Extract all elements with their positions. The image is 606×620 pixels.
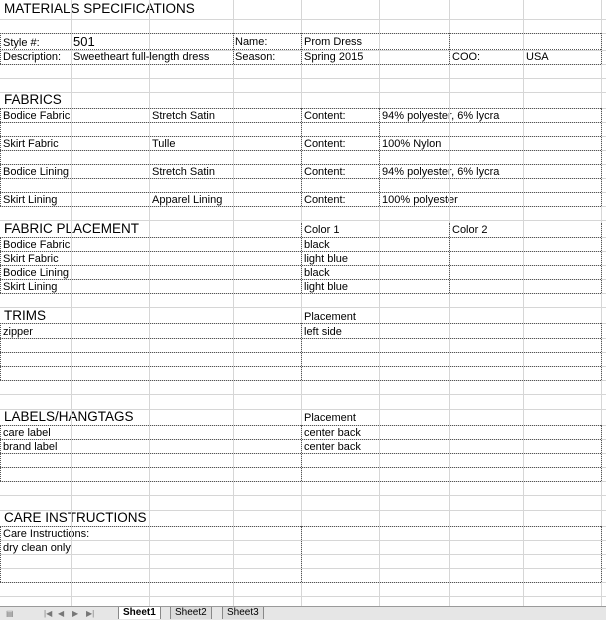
placement-color[interactable]: light blue: [304, 253, 349, 265]
grid-column-line: [601, 0, 602, 606]
style-label[interactable]: Style #:: [3, 37, 40, 49]
grid-column-line: [71, 0, 72, 606]
grid-row-line: [0, 50, 606, 51]
grid-row-line: [0, 568, 606, 569]
fabrics-heading[interactable]: FABRICS: [4, 92, 62, 107]
grid-row-line: [0, 307, 606, 308]
cell-border: [301, 223, 302, 293]
fabric-content-label[interactable]: Content:: [304, 166, 346, 178]
cell-border: [0, 33, 1, 64]
description-label[interactable]: Description:: [3, 51, 62, 63]
cell-border: [449, 33, 450, 64]
first-sheet-icon[interactable]: |◀: [44, 609, 53, 618]
trims-placement-label[interactable]: Placement: [304, 311, 356, 323]
sheet-tab-bar: [0, 606, 606, 620]
cell-border: [0, 323, 1, 380]
grid-column-line: [379, 0, 380, 606]
cell-border: [0, 108, 1, 206]
fabric-part[interactable]: Bodice Lining: [3, 166, 70, 178]
cell-border: [301, 33, 302, 64]
cell-border: [379, 108, 380, 206]
grid-row-line: [0, 78, 606, 79]
label-item[interactable]: care label: [3, 427, 51, 439]
name-value[interactable]: Prom Dress: [304, 36, 363, 48]
fabric-material[interactable]: Apparel Lining: [152, 194, 223, 206]
fabric-part[interactable]: Skirt Fabric: [3, 138, 59, 150]
cell-border: [0, 582, 601, 583]
fabric-content-label[interactable]: Content:: [304, 110, 346, 122]
cell-border: [601, 223, 602, 293]
trim-placement[interactable]: left side: [304, 326, 342, 338]
grid-row-line: [0, 19, 606, 20]
season-label[interactable]: Season:: [235, 51, 276, 63]
name-label[interactable]: Name:: [235, 36, 268, 48]
sheet-tab-1[interactable]: Sheet1: [118, 607, 161, 619]
fabric-material[interactable]: Tulle: [152, 138, 176, 150]
labels-heading[interactable]: LABELS/HANGTAGS: [4, 409, 134, 424]
fabric-material[interactable]: Stretch Satin: [152, 166, 215, 178]
cell-border: [0, 293, 601, 294]
placement-color[interactable]: black: [304, 267, 330, 279]
grid-row-line: [0, 554, 606, 555]
label-placement[interactable]: center back: [304, 441, 361, 453]
care-value[interactable]: dry clean only: [3, 542, 71, 554]
coo-value[interactable]: USA: [526, 51, 549, 63]
fabric-content[interactable]: 100% Nylon: [382, 138, 442, 150]
fabric-content-label[interactable]: Content:: [304, 194, 346, 206]
coo-label[interactable]: COO:: [452, 51, 481, 63]
fabric-part[interactable]: Skirt Lining: [3, 194, 58, 206]
description-value[interactable]: Sweetheart full-length dress: [73, 51, 210, 63]
placement-part[interactable]: Skirt Fabric: [3, 253, 59, 265]
grid-row-line: [0, 540, 606, 541]
cell-border: [601, 108, 602, 206]
trims-heading[interactable]: TRIMS: [4, 308, 46, 323]
cell-border: [233, 33, 234, 64]
placement-part[interactable]: Bodice Lining: [3, 267, 70, 279]
cell-border: [0, 237, 1, 293]
grid-column-line: [523, 0, 524, 606]
sheet-tab-2[interactable]: Sheet2: [170, 607, 212, 619]
grid-column-line: [149, 0, 150, 606]
grid-row-line: [0, 596, 606, 597]
cell-border: [0, 481, 601, 482]
cell-border: [0, 64, 601, 65]
cell-border: [301, 526, 302, 582]
cell-border: [601, 323, 602, 380]
grid-column-line: [301, 0, 302, 606]
color2-label[interactable]: Color 2: [452, 224, 488, 236]
cell-border: [301, 108, 302, 206]
care-label[interactable]: Care Instructions:: [3, 528, 90, 540]
next-sheet-icon[interactable]: ▶: [72, 609, 79, 618]
style-value[interactable]: 501: [73, 34, 95, 49]
fabric-material[interactable]: Stretch Satin: [152, 110, 215, 122]
fabric-placement-heading[interactable]: FABRIC PLACEMENT: [4, 221, 140, 236]
trim-item[interactable]: zipper: [3, 326, 33, 338]
cell-border: [601, 425, 602, 481]
cell-border: [301, 425, 302, 481]
fabric-content[interactable]: 100% polyester: [382, 194, 458, 206]
grid-row-line: [0, 220, 606, 221]
grid-row-line: [0, 394, 606, 395]
color1-label[interactable]: Color 1: [304, 224, 340, 236]
care-heading[interactable]: CARE INSTRUCTIONS: [4, 510, 147, 525]
grid-row-line: [0, 495, 606, 496]
grid-row-line: [0, 409, 606, 410]
season-value[interactable]: Spring 2015: [304, 51, 364, 63]
label-item[interactable]: brand label: [3, 441, 58, 453]
placement-part[interactable]: Skirt Lining: [3, 281, 58, 293]
fabric-part[interactable]: Bodice Fabric: [3, 110, 71, 122]
split-handle-icon[interactable]: ▤: [6, 609, 14, 618]
fabric-content-label[interactable]: Content:: [304, 138, 346, 150]
cell-border: [301, 323, 302, 380]
cell-border: [0, 526, 1, 582]
placement-color[interactable]: light blue: [304, 281, 349, 293]
grid-column-line: [449, 0, 450, 606]
grid-row-line: [0, 510, 606, 511]
cell-border: [449, 223, 450, 293]
cell-border: [0, 206, 601, 207]
prev-sheet-icon[interactable]: ◀: [58, 609, 65, 618]
labels-placement-label[interactable]: Placement: [304, 412, 356, 424]
fabric-content[interactable]: 94% polyester, 6% lycra: [382, 166, 500, 178]
cell-border: [0, 425, 1, 481]
grid-column-line: [233, 0, 234, 606]
placement-part[interactable]: Bodice Fabric: [3, 239, 71, 251]
cell-border: [0, 380, 601, 381]
fabric-content[interactable]: 94% polyester, 6% lycra: [382, 110, 500, 122]
page-title[interactable]: MATERIALS SPECIFICATIONS: [4, 1, 195, 16]
cell-border: [601, 33, 602, 64]
placement-color[interactable]: black: [304, 239, 330, 251]
sheet-tab-3[interactable]: Sheet3: [222, 607, 264, 619]
cell-border: [601, 526, 602, 582]
label-placement[interactable]: center back: [304, 427, 361, 439]
last-sheet-icon[interactable]: ▶|: [86, 609, 95, 618]
grid-row-line: [0, 92, 606, 93]
